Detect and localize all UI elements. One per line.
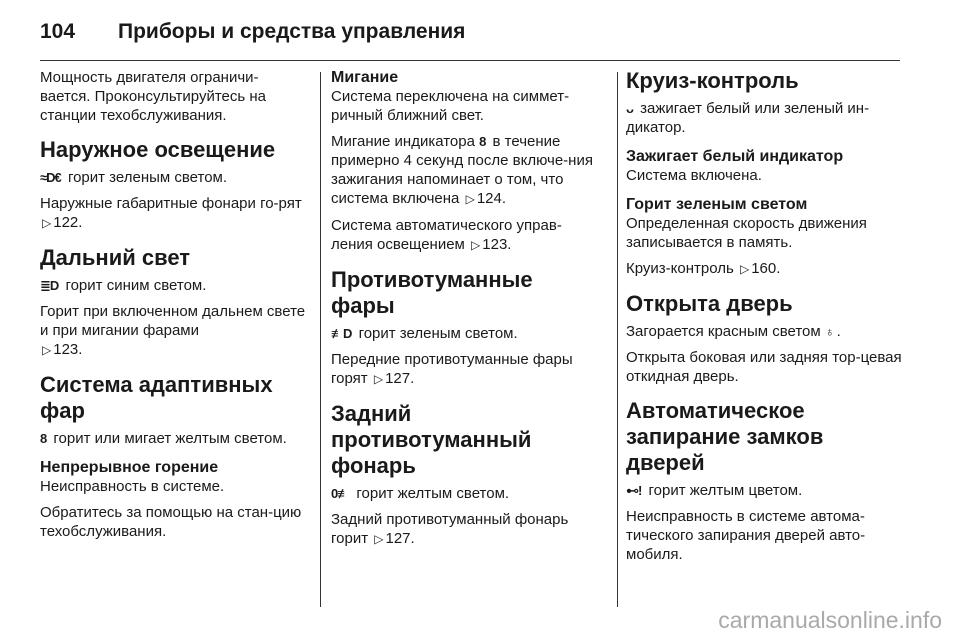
watermark: carmanualsonline.info	[718, 607, 942, 633]
heading-fog-lights: Противотуманные фары	[331, 267, 533, 318]
arrow-icon: ▷	[42, 216, 52, 230]
heading-rear-fog: Задний противотуманный фонарь	[331, 401, 532, 478]
adaptive-light-icon: 8	[40, 431, 47, 446]
blinking-desc-1: Система переключена на симмет-ричный ближний свет.	[331, 88, 570, 124]
heading-cruise-control: Круиз-контроль	[626, 68, 799, 93]
green-light-desc: Определенная скорость движения записывается в память.	[626, 215, 867, 251]
heading-green-light: Горит зеленым светом	[626, 196, 808, 213]
arrow-icon: ▷	[471, 238, 481, 252]
intro-text: Мощность двигателя ограничи-вается. Проконсультируйтесь на станции техобслуживания.	[40, 69, 266, 124]
rear-fog-status: 0≢ горит желтым светом.	[331, 485, 510, 502]
arrow-icon: ▷	[42, 343, 52, 357]
blinking-desc-3: Система автоматического управ-ления освещением ▷ 123.	[331, 217, 562, 253]
rear-fog-icon: 0≢	[331, 486, 350, 501]
white-indicator-desc: Система включена.	[626, 167, 762, 184]
continuous-desc-1: Неисправность в системе.	[40, 478, 225, 495]
door-open-icon: ♁	[824, 324, 834, 339]
exterior-light-desc: Наружные габаритные фонари го-рят ▷ 122.	[40, 195, 302, 231]
page-number: 104	[40, 20, 76, 43]
door-desc: Открыта боковая или задняя тор-цевая откидная дверь.	[626, 349, 902, 385]
fog-lights-desc: Передние противотуманные фары горят ▷ 127.	[331, 351, 573, 387]
page-title: Приборы и средства управления	[118, 20, 466, 43]
blinking-desc-2: Мигание индикатора 8 в течение примерно 4 секунд после включе-ния зажигания напоминает о том, что система включена ▷ 124.	[331, 133, 593, 207]
heading-auto-lock: Автоматическое запирание замков дверей	[626, 398, 824, 475]
door-status: Загорается красным светом ♁ .	[626, 323, 841, 340]
heading-continuous: Непрерывное горение	[40, 459, 219, 476]
header-rule	[40, 60, 900, 61]
auto-lock-status: ⊷! горит желтым цветом.	[626, 482, 803, 499]
high-beam-desc: Горит при включенном дальнем свете и при мигании фарами ▷ 123.	[40, 303, 306, 358]
arrow-icon: ▷	[373, 372, 384, 386]
cruise-status: ᴗ зажигает белый или зеленый ин-дикатор.	[626, 100, 870, 136]
column-2	[331, 68, 601, 556]
arrow-icon: ▷	[374, 532, 384, 546]
auto-lock-desc: Неисправность в системе автома-тического запирания дверей авто-мобиля.	[626, 508, 866, 563]
column-divider-1	[320, 72, 321, 607]
high-beam-status: ≣D горит синим светом.	[40, 277, 207, 294]
heading-door-open: Открыта дверь	[626, 291, 793, 316]
front-fog-icon: ≢D	[331, 326, 352, 341]
high-beam-icon: ≣D	[40, 278, 59, 293]
heading-white-indicator: Зажигает белый индикатор	[626, 148, 844, 165]
fog-lights-status: ≢D горит зеленым светом.	[331, 325, 518, 342]
column-3	[626, 68, 906, 571]
adaptive-lights-status: 8 горит или мигает желтым светом.	[40, 430, 287, 447]
exterior-light-icon: ≈D€	[40, 170, 61, 185]
arrow-icon: ▷	[739, 262, 750, 276]
column-divider-2	[617, 72, 618, 607]
heading-blinking: Мигание	[331, 69, 399, 86]
heading-exterior-light: Наружное освещение	[40, 137, 276, 162]
exterior-light-status: ≈D€ горит зеленым светом.	[40, 169, 228, 186]
cruise-control-icon: ᴗ	[626, 101, 633, 116]
rear-fog-desc: Задний противотуманный фонарь горит ▷ 127.	[331, 511, 569, 547]
heading-high-beam: Дальний свет	[40, 245, 191, 270]
page-header	[40, 14, 920, 54]
adaptive-light-icon: 8	[479, 134, 486, 149]
arrow-icon: ▷	[465, 192, 475, 206]
heading-adaptive-lights: Система адаптивных фар	[40, 372, 273, 423]
column-1	[40, 68, 308, 548]
continuous-desc-2: Обратитесь за помощью на стан-цию техобслуживания.	[40, 504, 302, 540]
cruise-ref: Круиз-контроль ▷ 160.	[626, 260, 781, 277]
auto-lock-icon: ⊷!	[626, 483, 642, 498]
